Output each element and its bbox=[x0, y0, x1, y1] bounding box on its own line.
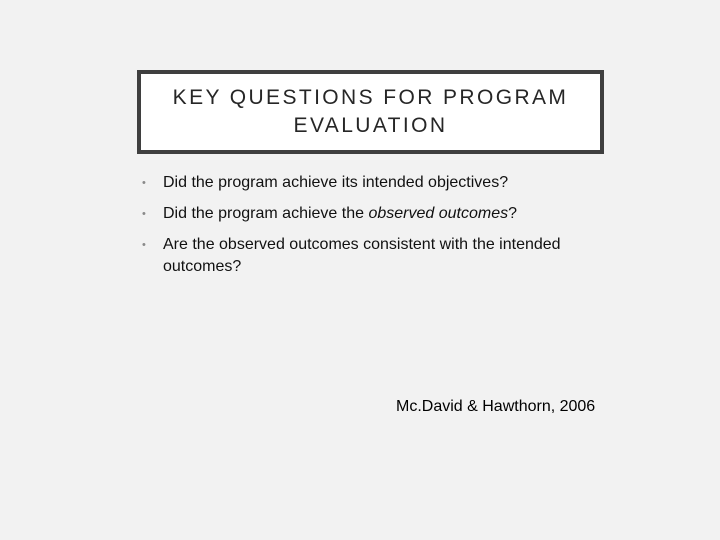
bullet-text-suffix: ? bbox=[508, 205, 517, 222]
bullet-marker-icon: • bbox=[142, 177, 146, 189]
slide-title-line-1: KEY QUESTIONS FOR PROGRAM bbox=[172, 86, 569, 109]
bullet-list bbox=[142, 172, 582, 287]
bullet-text: Are the observed outcomes consistent with the intended outcomes? bbox=[163, 236, 561, 275]
bullet-marker-icon: • bbox=[142, 208, 146, 220]
bullet-item-3 bbox=[142, 234, 582, 278]
bullet-item-2 bbox=[142, 203, 582, 225]
bullet-item-1 bbox=[142, 172, 582, 194]
bullet-text-prefix: Did the program achieve the bbox=[163, 205, 369, 222]
bullet-marker-icon: • bbox=[142, 239, 146, 251]
slide-title-box bbox=[137, 70, 604, 154]
bullet-text: Did the program achieve its intended objectives? bbox=[163, 174, 509, 191]
bullet-text-emphasis: observed outcomes bbox=[368, 205, 509, 222]
slide-title-line-2: EVALUATION bbox=[293, 114, 448, 137]
citation-text: Mc.David & Hawthorn, 2006 bbox=[396, 398, 596, 415]
